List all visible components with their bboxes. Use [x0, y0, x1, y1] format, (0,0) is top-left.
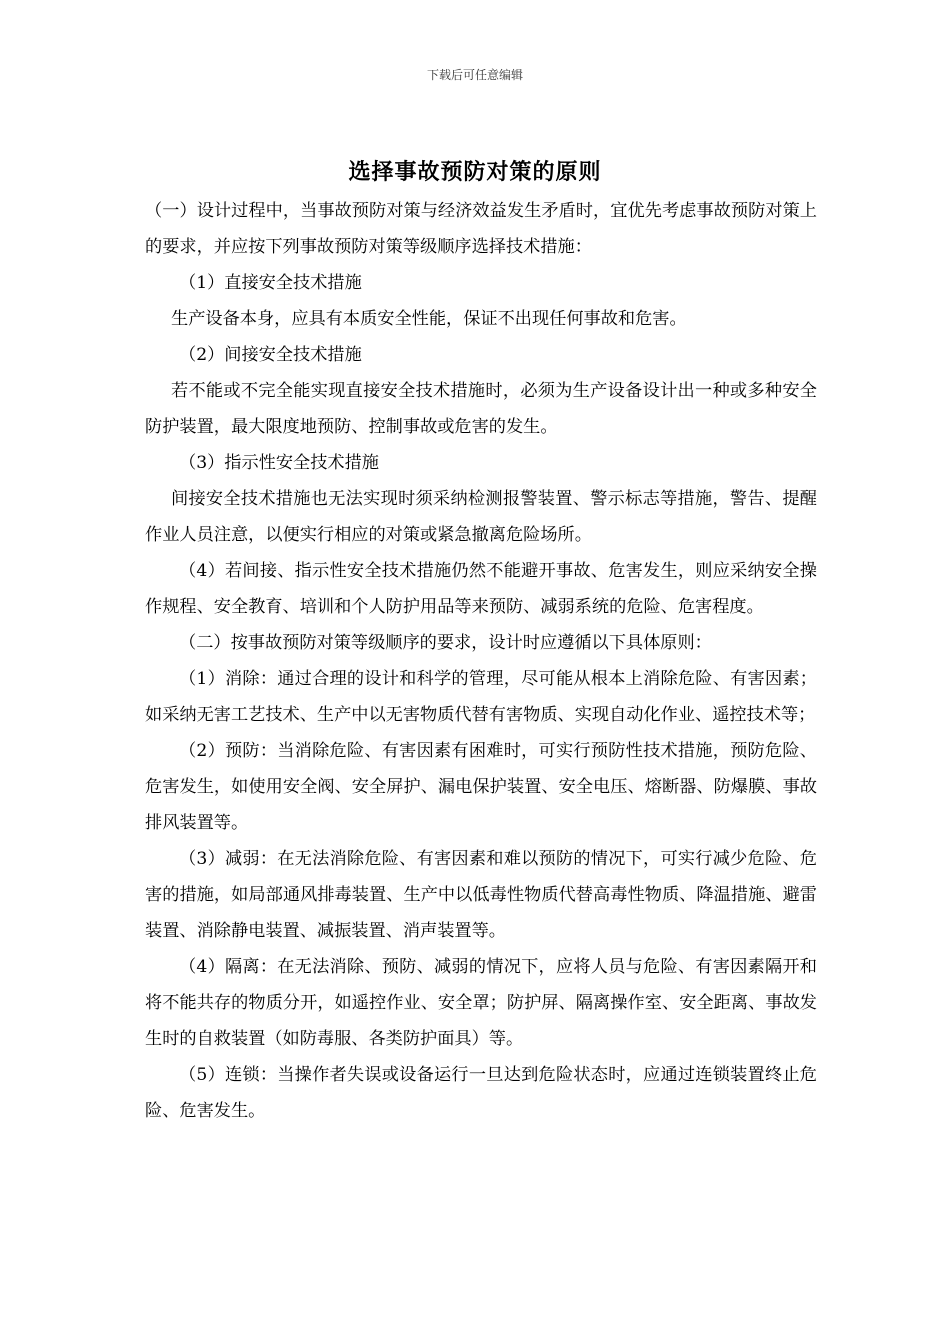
item3-text: 间接安全技术措施也无法实现时须采纳检测报警装置、警示标志等措施，警告、提醒作业人员注意，以便实行相应的对策或紧急撤离危险场所。 — [145, 489, 817, 545]
item1-text: 生产设备本身，应具有本质安全性能，保证不出现任何事故和危害。 — [171, 309, 687, 329]
item1-heading: （1）直接安全技术措施 — [179, 273, 362, 293]
item4-text: （4）若间接、指示性安全技术措施仍然不能避开事故、危害发生，则应采纳安全操作规程、安全教育、培训和个人防护用品等来预防、减弱系统的危险、危害程度。 — [145, 561, 817, 617]
section-one-intro: （一）设计过程中，当事故预防对策与经济效益发生矛盾时，宜优先考虑事故预防对策上的要求，并应按下列事故预防对策等级顺序选择技术措施： — [145, 201, 817, 257]
principle-prevent: （2）预防：当消除危险、有害因素有困难时，可实行预防性技术措施，预防危险、危害发生，如使用安全阀、安全屏护、漏电保护装置、安全电压、熔断器、防爆膜、事故排风装置等。 — [145, 741, 817, 833]
item3-heading: （3）指示性安全技术措施 — [179, 453, 379, 473]
principle-interlock: （5）连锁：当操作者失误或设备运行一旦达到危险状态时，应通过连锁装置终止危险、危害发生。 — [145, 1065, 817, 1121]
document-body — [145, 193, 817, 1129]
document-title: 选择事故预防对策的原则 — [348, 159, 602, 185]
page-header-note: 下载后可任意编辑 — [426, 68, 523, 82]
item2-heading: （2）间接安全技术措施 — [179, 345, 362, 365]
principle-isolate: （4）隔离：在无法消除、预防、减弱的情况下，应将人员与危险、有害因素隔开和将不能共存的物质分开，如遥控作业、安全罩；防护屏、隔离操作室、安全距离、事故发生时的自救装置（如防毒服、各类防护面具）等。 — [145, 957, 817, 1049]
section-two-intro: （二）按事故预防对策等级顺序的要求，设计时应遵循以下具体原则： — [179, 633, 712, 653]
item2-text: 若不能或不完全能实现直接安全技术措施时，必须为生产设备设计出一种或多种安全防护装置，最大限度地预防、控制事故或危害的发生。 — [145, 381, 817, 437]
principle-reduce: （3）减弱：在无法消除危险、有害因素和难以预防的情况下，可实行减少危险、危害的措施，如局部通风排毒装置、生产中以低毒性物质代替高毒性物质、降温措施、避雷装置、消除静电装置、减振装置、消声装置等。 — [145, 849, 817, 941]
principle-eliminate: （1）消除：通过合理的设计和科学的管理，尽可能从根本上消除危险、有害因素；如采纳无害工艺技术、生产中以无害物质代替有害物质、实现自动化作业、遥控技术等； — [145, 669, 817, 725]
